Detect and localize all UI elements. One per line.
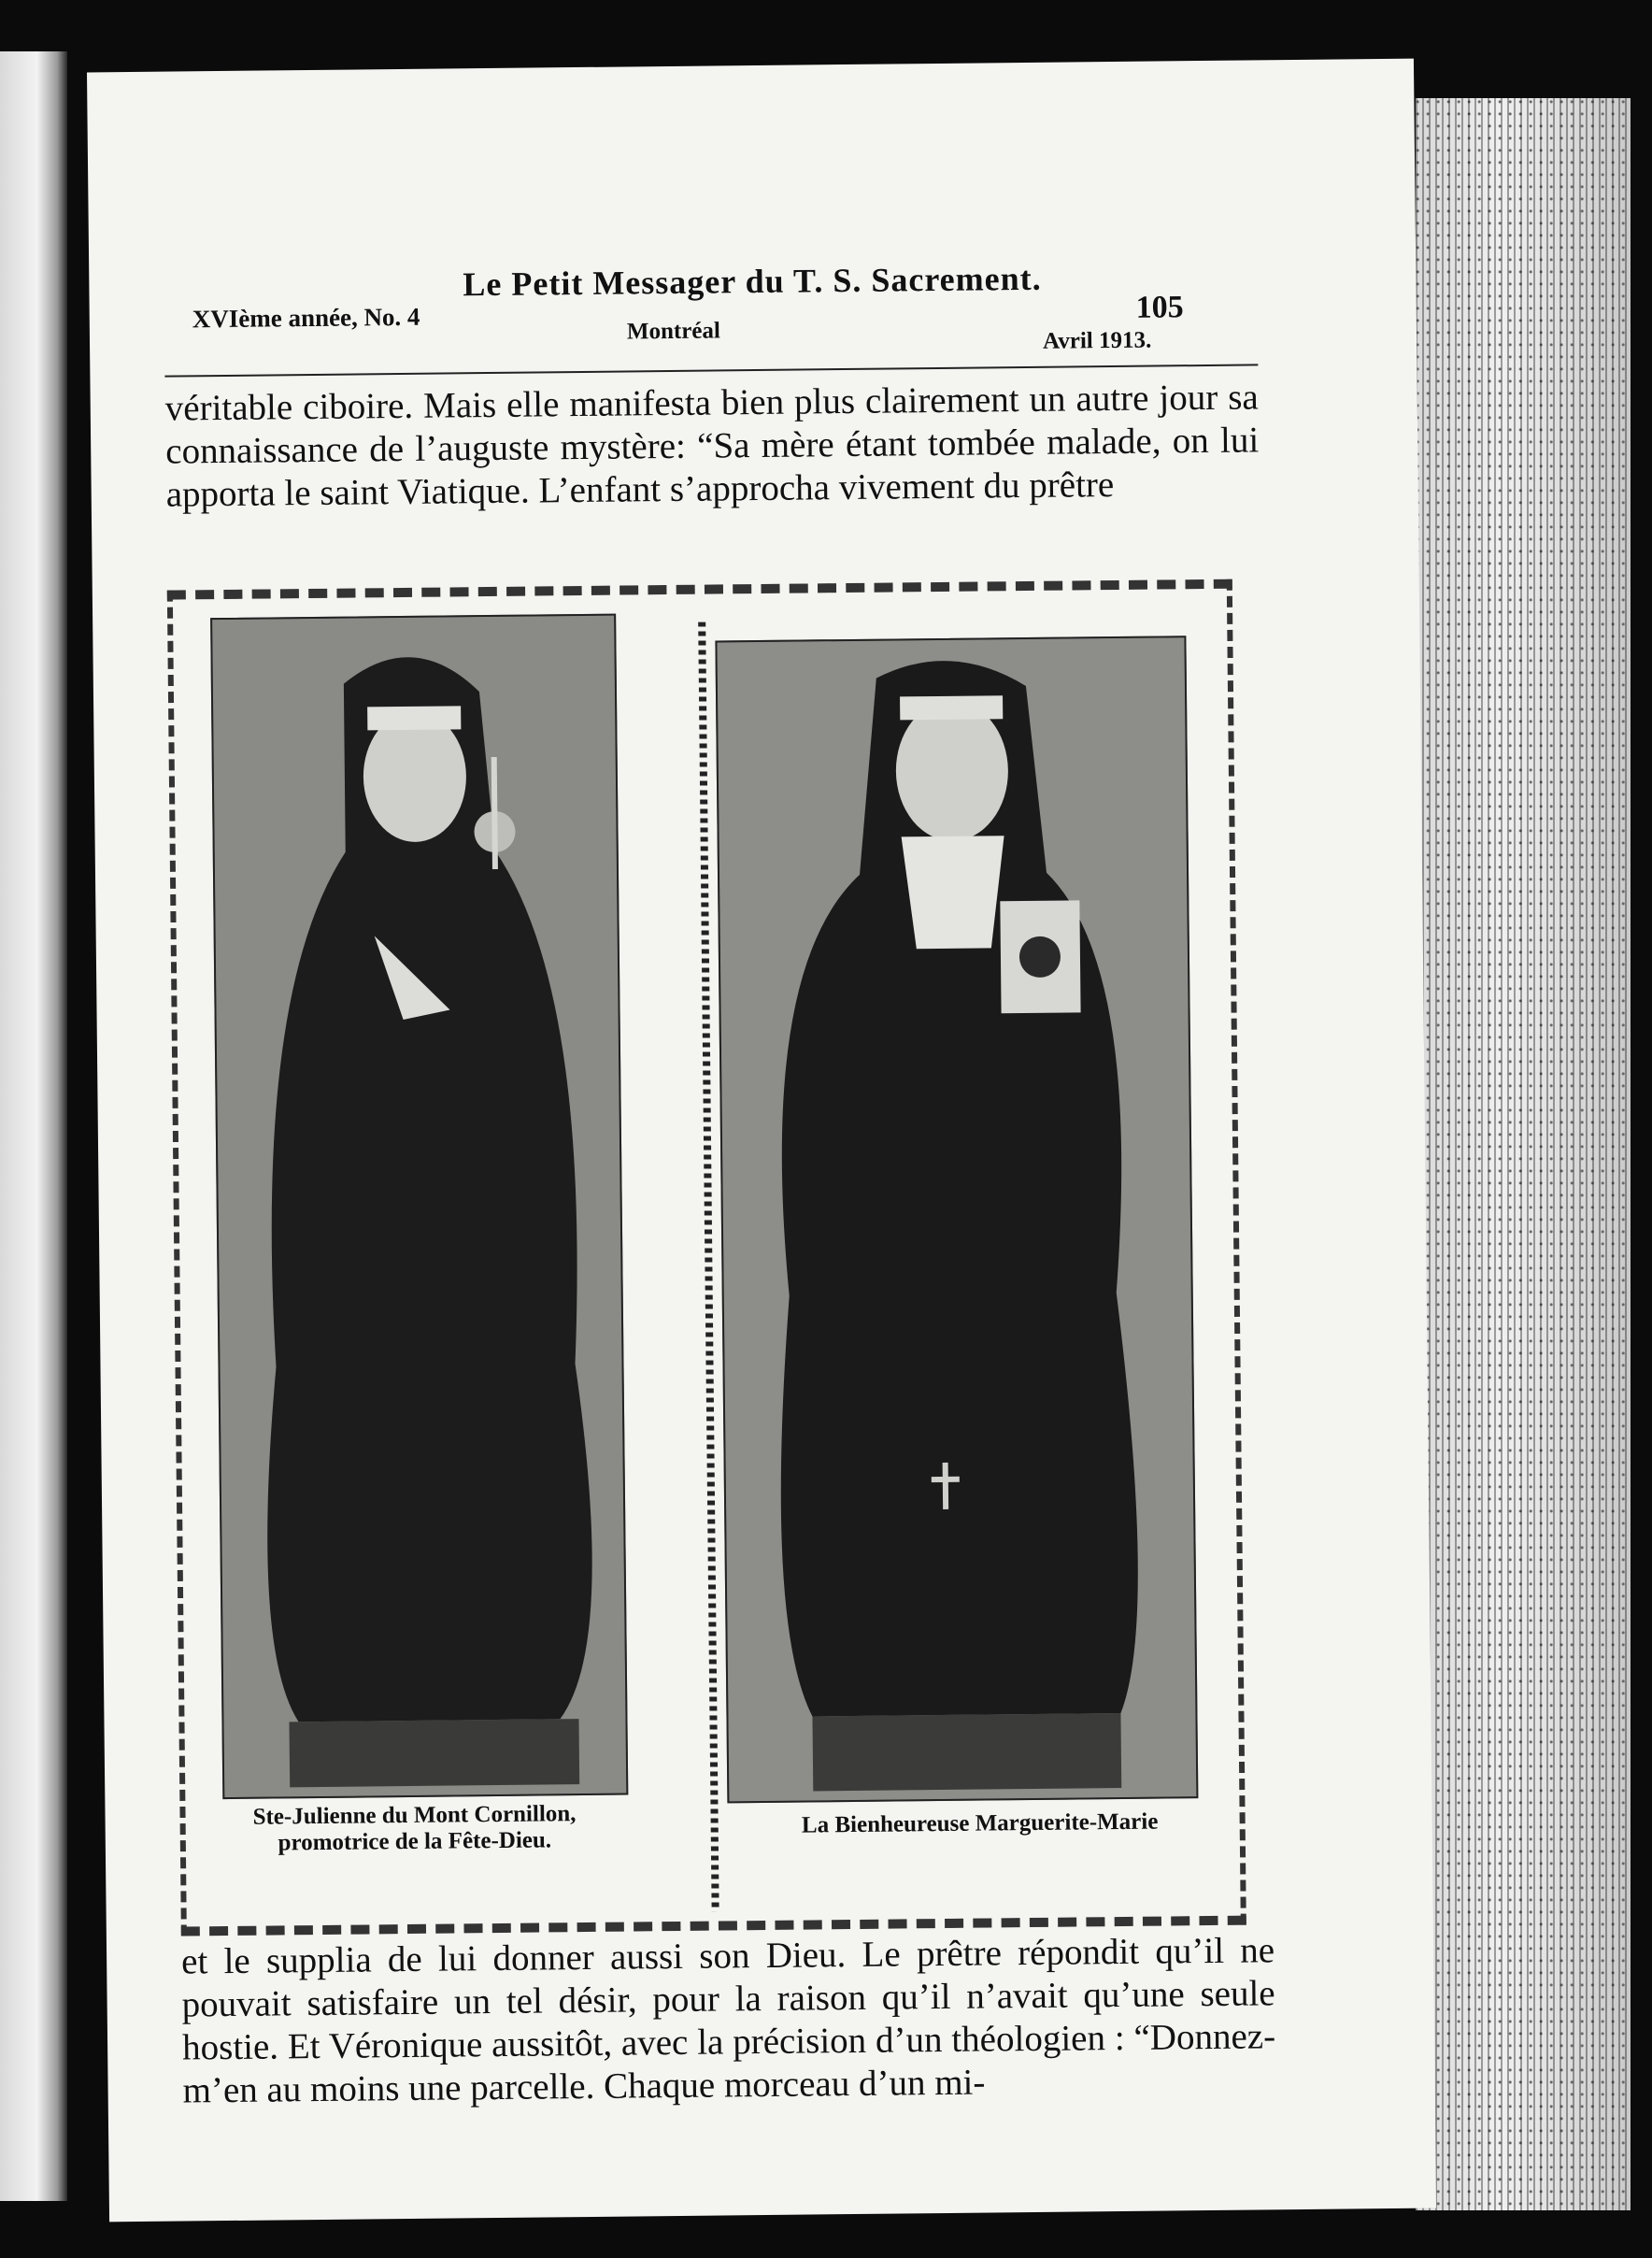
paragraph-bottom: et le supplia de lui donner aussi son Dieu. Le prêtre répondit qu’il ne pouvait satisfaire un tel désir, pour la raison qu’il n’avait qu’une seule hostie. Et Véronique aussitôt, avec la précision d’un théologien : “Donnez-m’en au moins une parcelle. Chaque morceau d’un mi-	[180, 1930, 1276, 2111]
photo-ste-julienne	[210, 614, 628, 1799]
caption-marguerite-marie: La Bienheureuse Marguerite-Marie	[801, 1808, 1159, 1838]
book-page	[87, 59, 1436, 2222]
statue-figure-icon	[212, 616, 626, 1797]
caption-ste-julienne	[194, 1800, 634, 1857]
city: Montréal	[626, 318, 721, 345]
journal-title: Le Petit Messager du T. S. Sacrement.	[463, 259, 1042, 304]
statue-figure-icon	[717, 637, 1196, 1801]
page-number: 105	[1135, 290, 1184, 325]
issue-date: Avril 1913.	[1042, 327, 1152, 354]
caption-line-2: promotrice de la Fête-Dieu.	[278, 1827, 552, 1856]
adjacent-page-edge	[0, 51, 67, 2201]
photo-marguerite-marie	[715, 636, 1198, 1803]
issue-number: XVIème année, No. 4	[192, 302, 420, 334]
photo-plate	[167, 579, 1246, 1936]
caption-line-1: Ste-Julienne du Mont Cornillon,	[252, 1801, 577, 1830]
photo-divider	[698, 622, 719, 1912]
header-rule	[164, 364, 1258, 377]
paragraph-top: véritable ciboire. Mais elle manifesta bien plus clairement un autre jour sa connaissance de l’auguste mystère: “Sa mère étant tombée malade, on lui apporta le saint Viatique. L’enfant s’approcha vivement du prêtre	[164, 377, 1260, 515]
book-page-edges	[1416, 98, 1631, 2210]
